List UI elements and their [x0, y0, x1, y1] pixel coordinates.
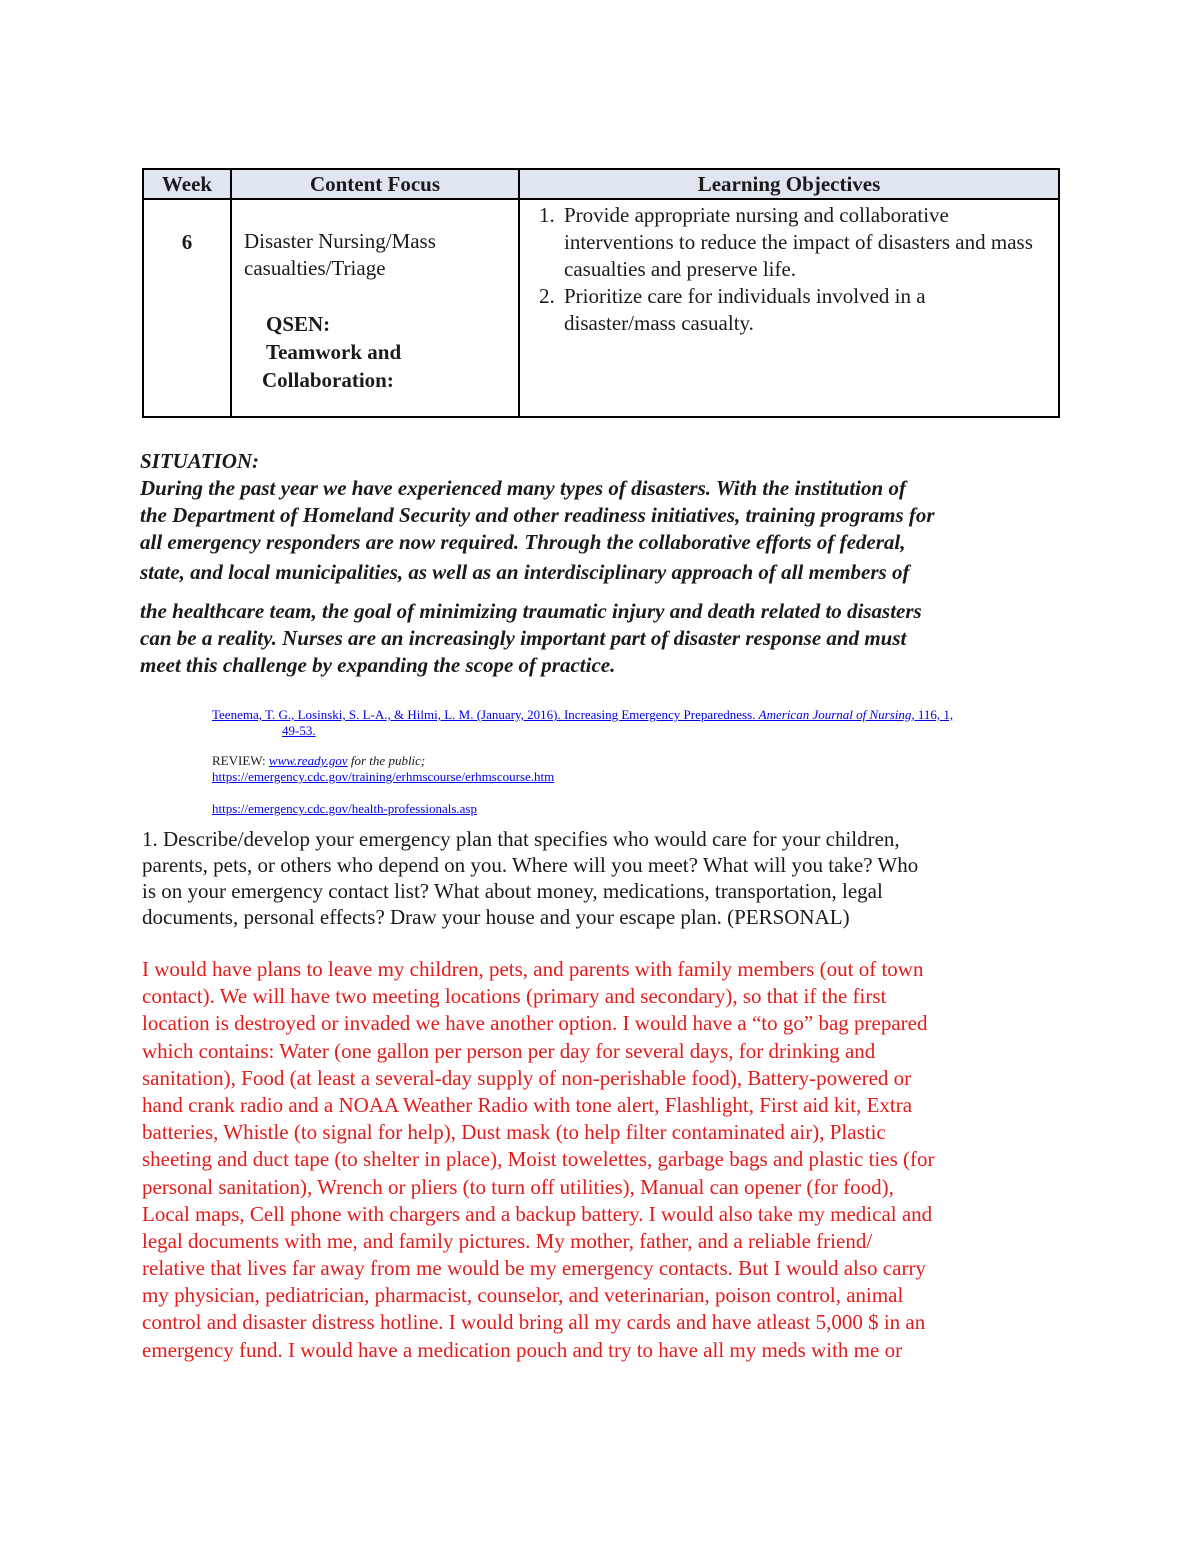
- situation-line: During the past year we have experienced many types of disasters. With the institution of: [140, 476, 906, 500]
- citation: [212, 707, 1012, 723]
- week-number: 6: [181, 230, 193, 254]
- citation-pages: [212, 723, 1012, 739]
- citation-journal: American Journal of Nursing: [758, 707, 912, 722]
- situation-line: meet this challenge by expanding the scope of practice.: [140, 653, 616, 677]
- objective-item: 2. Prioritize care for individuals involved in a disaster/mass casualty.: [560, 283, 1038, 337]
- question-line: documents, personal effects? Draw your house and your escape plan. (PERSONAL): [142, 905, 850, 929]
- answer-line: sheeting and duct tape (to shelter in place), Moist towelettes, garbage bags and plastic ties (for: [142, 1147, 935, 1172]
- qsen-line: QSEN:: [266, 312, 331, 336]
- qsen-line: Teamwork and: [266, 340, 402, 364]
- situation-line: the healthcare team, the goal of minimizing traumatic injury and death related to disasters: [140, 599, 922, 623]
- situation-line: the Department of Homeland Security and other readiness initiatives, training programs for: [140, 503, 935, 527]
- objective-item: 1. Provide appropriate nursing and collaborative interventions to reduce the impact of disasters and mass casualties and preserve life.: [560, 202, 1038, 283]
- week-cell: [143, 199, 231, 417]
- health-professionals-link-line: [212, 801, 1012, 817]
- answer-line: emergency fund. I would have a medication pouch and try to have all my meds with me or: [142, 1337, 903, 1362]
- erhms-course-link[interactable]: https://emergency.cdc.gov/training/erhmscourse/erhmscourse.htm: [212, 769, 555, 784]
- qsen-label: [244, 310, 518, 394]
- situation-heading: SITUATION:: [140, 449, 260, 473]
- table-header-row: [143, 169, 1059, 199]
- topic-line: Disaster Nursing/Mass: [244, 229, 436, 253]
- topic-line: casualties/Triage: [244, 256, 386, 280]
- header-week: Week: [143, 169, 231, 199]
- answer-line: legal documents with me, and family pictures. My mother, father, and a reliable friend/: [142, 1228, 873, 1253]
- review-tail: for the public;: [347, 753, 426, 768]
- question-line: 1. Describe/develop your emergency plan that specifies who would care for your children,: [142, 827, 900, 851]
- erhms-link-line: [212, 769, 1012, 785]
- table-row: [143, 199, 1059, 417]
- answer-line: sanitation), Food (at least a several-day supply of non-perishable food), Battery-powered or: [142, 1065, 912, 1090]
- answer-1: [142, 956, 1062, 1364]
- header-learning-objectives: Learning Objectives: [519, 169, 1059, 199]
- answer-line: my physician, pediatrician, pharmacist, counselor, and veterinarian, poison control, animal: [142, 1283, 904, 1308]
- review-line: [212, 753, 1012, 769]
- course-table: [142, 168, 1060, 418]
- citation-link[interactable]: Teenema, T. G., Losinski, S. L-A., & Hilmi, L. M. (January, 2016). Increasing Emergency Preparedness. American Journal of Nursing, 116, 1,: [212, 707, 954, 722]
- citation-pages-link[interactable]: 49-53.: [282, 723, 316, 738]
- qsen-line: Collaboration:: [262, 368, 394, 392]
- health-professionals-link[interactable]: https://emergency.cdc.gov/health-professionals.asp: [212, 801, 477, 816]
- objectives-list: [520, 200, 1058, 337]
- question-line: is on your emergency contact list? What about money, medications, transportation, legal: [142, 879, 883, 903]
- answer-line: which contains: Water (one gallon per person per day for several days, for drinking and: [142, 1038, 876, 1063]
- answer-line: Local maps, Cell phone with chargers and a backup battery. I would also take my medical and: [142, 1201, 933, 1226]
- references-section: [212, 707, 1012, 817]
- answer-line: hand crank radio and a NOAA Weather Radio with tone alert, Flashlight, First aid kit, Extra: [142, 1092, 913, 1117]
- learning-objectives-cell: [519, 199, 1059, 417]
- answer-line: location is destroyed or invaded we have another option. I would have a “to go” bag prepared: [142, 1011, 928, 1036]
- review-label: REVIEW:: [212, 753, 266, 768]
- answer-line: control and disaster distress hotline. I would bring all my cards and have atleast 5,000 $ in an: [142, 1310, 926, 1335]
- answer-line: relative that lives far away from me would be my emergency contacts. But I would also carry: [142, 1256, 926, 1281]
- situation-section: [140, 448, 1060, 679]
- answer-line: batteries, Whistle (to signal for help), Dust mask (to help filter contaminated air), Plastic: [142, 1120, 886, 1145]
- situation-line: all emergency responders are now required. Through the collaborative efforts of federal,: [140, 530, 906, 554]
- ready-gov-link[interactable]: www.ready.gov: [268, 753, 348, 768]
- answer-line: personal sanitation), Wrench or pliers (to turn off utilities), Manual can opener (for food),: [142, 1174, 894, 1199]
- content-topic: [232, 200, 518, 394]
- situation-line: state, and local municipalities, as well as an interdisciplinary approach of all members of: [140, 560, 910, 584]
- answer-line: contact). We will have two meeting locations (primary and secondary), so that if the first: [142, 984, 887, 1009]
- question-1: [142, 826, 1062, 930]
- situation-line: can be a reality. Nurses are an increasingly important part of disaster response and must: [140, 626, 907, 650]
- content-focus-cell: [231, 199, 519, 417]
- question-line: parents, pets, or others who depend on you. Where will you meet? What will you take? Who: [142, 853, 919, 877]
- answer-line: I would have plans to leave my children, pets, and parents with family members (out of town: [142, 957, 924, 981]
- header-content-focus: Content Focus: [231, 169, 519, 199]
